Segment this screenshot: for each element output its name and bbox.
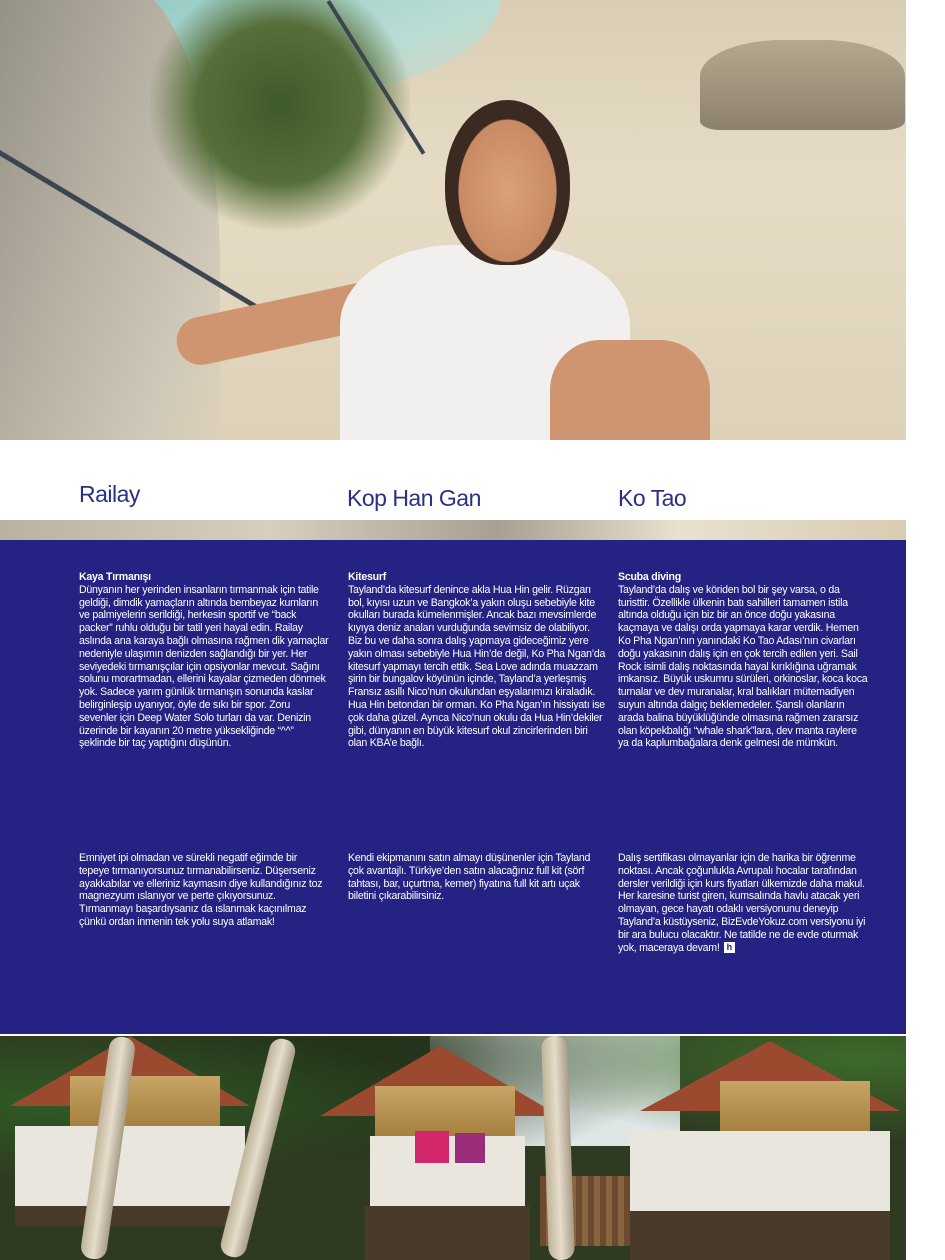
bungalow-center-base [365,1206,530,1260]
bungalow-center-thatch [375,1086,515,1136]
column-railay-2 [79,852,329,929]
caption-ko-tao: Ko Tao [618,485,687,511]
paragraph-scuba-1: Tayland’da dalış ve köriden bol bir şey varsa, o da turisttir. Özellikle ülkenin batı sahilleri tamamen istila altında olduğu için biz bir an önce doğu yakasına kaçmaya ve dalışı orda yapmaya karar verdik. Hemen Ko Pha Ngan’nın yanındaki Ko Tao Adası’nın civarları doğu yakasının dalış için en çok tercih edilen yeri. Sail Rock isimli dalış noktasında hayal kırıklığına uğramak imkansız. Büyük uskumru sürüleri, orkinoslar, koca koca turnalar ve dev muranalar, kral balıkları mütemadiyen suyun altında dalgıç beklemedeler. Şanslı olanların arada balina büyüklüğünde olmasına rağmen zararsız olan köpekbalığı “whale shark”lara, dev manta raylere ya da kaplumbağalara denk gelmesi de mümkün. [618,583,868,750]
column-railay [79,571,329,750]
end-mark-logo: h [724,942,735,953]
heading-scuba-diving: Scuba diving [618,571,681,583]
paragraph-scuba-2-text: Dalış sertifikası olmayanlar için de harika bir öğrenme noktası. Ancak çoğunlukla Avrupalı hocalar tarafından dersler verildiği için kurs fiyatları ülkemizde daha makul. Her karesine turist giren, kumsalında havlu atacak yeri olmayan, gece hayatı odaklı versiyonunu deneyip Tayland’a küstüyseniz, BizEvdeYokuz.com versiyonu iyi bir ara bulucu olacaktır. Ne tatilde ne de evde oturmak yok, maceraya devam! [618,852,866,954]
bungalow-right-base [630,1211,890,1260]
paragraph-railay-2: Emniyet ipi olmadan ve sürekli negatif eğimde bir tepeye tırmanıyorsunuz tırmanabilirseniz. Düşerseniz ayakkabılar ve elleriniz kaymasın diye kullandığınız toz magnezyum ıslanıyor ve perte çıkıyorsunuz. Tırmanmayı başardıysanız da ıslanmak kaçınılmaz çünkü ordan inmenin tek yolu suya atlamak! [79,852,323,928]
bungalows-photo [0,1036,906,1260]
paragraph-kitesurf-1: Tayland’da kitesurf denince akla Hua Hin gelir. Rüzgarı bol, kıyısı uzun ve Bangkok’a yakın oluşu sebebiyle kite okulları burada kümelenmişler. Ancak bazı mevsimlerde kıyıya deniz anaları vurduğunda sevimsiz de olabiliyor. Biz bu ve daha sonra dalış yapmaya gideceğimiz yere yakın olması sebebiyle Hua Hin’de değil, Ko Pha Ngan’da kitesurf yapmayı tercih ettik. Sea Love adında muazzam şirin bir bungalov köyünün içinde, Tayland’a yerleşmiş Fransız asıllı Nico’nun okulundan eşyalarımızı kiraladık. Hua Hin betondan bir orman. Ko Pha Ngan’ın hissiyatı ise çok daha güzel. Ayrıca Nico’nun okulu da Hua Hin’dekiler gibi, dünyanın en büyük kitesurf okul zincirlerinden biri olan KBA’e bağlı. [348,583,606,750]
bungalow-left-thatch [70,1076,220,1126]
photo-strip [0,520,906,540]
column-ko-tao [618,571,868,750]
pink-towel [415,1131,449,1163]
bungalow-right-wall [630,1131,890,1211]
photo-beach-hut [700,40,905,130]
photo-climber-arm-right [550,340,710,440]
photo-climber-head [445,100,570,265]
purple-towel [455,1133,485,1163]
paragraph-scuba-2 [618,852,868,954]
text-panel [0,540,906,1034]
heading-kitesurf: Kitesurf [348,571,387,583]
climber-photo [0,0,906,440]
column-ko-tao-2 [618,852,868,954]
bungalow-left-wall [15,1126,245,1206]
column-kop-han-gan [348,571,606,750]
caption-railay: Railay [79,481,140,507]
caption-kop-han-gan: Kop Han Gan [347,485,481,511]
paragraph-kitesurf-2: Kendi ekipmanını satın almayı düşünenler için Tayland çok avantajlı. Türkiye’den satın alacağınız full kit (sörf tahtası, bar, uçurtma, kemer) fiyatına full kit artı uçak biletini çıkarabilirsiniz. [348,852,591,903]
bungalow-left-base [15,1206,245,1226]
heading-kaya-tirmanisi: Kaya Tırmanışı [79,571,151,583]
photo-tree [150,0,410,230]
column-kop-han-gan-2 [348,852,606,903]
bungalow-right-thatch [720,1081,870,1131]
paragraph-railay-1: Dünyanın her yerinden insanların tırmanmak için tatile geldiği, dimdik yamaçların altında bembeyaz kumların ve palmiyelerin serildiği, herkesin sportif ve “back packer” ruhlu olduğu bir tatil yeri hayal edin. Railay aslında ana karaya bağlı olmasına rağmen dik yamaçlar nedeniyle ulaşımın denizden sağlandığı bir yer. Her seviyedeki tırmanışçılar için opsiyonlar mevcut. Sağını solunu morartmadan, ellerini kayalar çizmeden dönmek yok. Sadece yarım günlük tırmanışın sonunda kaslar belirginleşip uyanıyor, öyle de sıkı bir spor. Zoru sevenler için Deep Water Solo turları da var. Denizin üzerinde bir kayanın 20 metre yüksekliğinde “^^” şeklinde bir taç yaptığını düşünün. [79,583,329,750]
